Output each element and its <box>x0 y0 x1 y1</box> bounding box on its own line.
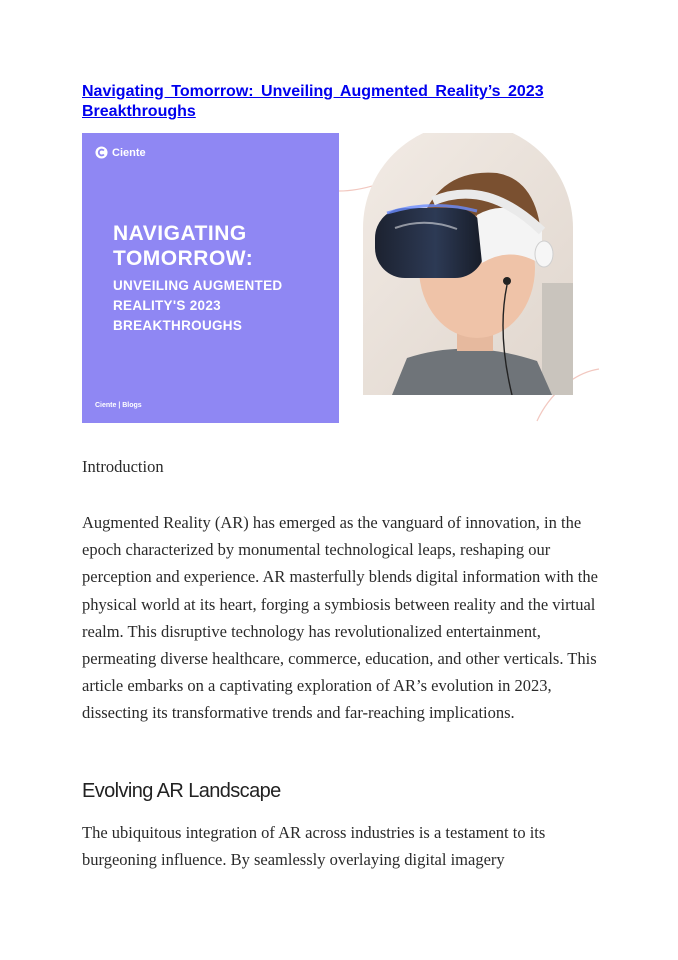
introduction-heading: Introduction <box>82 457 164 476</box>
card-subheadline: UNVEILING AUGMENTED REALITY'S 2023 BREAKTHROUGHS <box>113 278 283 333</box>
card-footer: Ciente | Blogs <box>95 402 142 409</box>
introduction-paragraph: Augmented Reality (AR) has emerged as the vanguard of innovation, in the epoch characterized by monumental technological leaps, reshaping our perception and experience. AR masterfully blends digital information with the physical world at its heart, forging a symbiosis between reality and the virtual realm. This disruptive technology has revolutionalized entertainment, permeating diverse healthcare, commerce, education, and other verticals. This article embarks on a captivating exploration of AR’s evolution in 2023, dissecting its transformative trends and far-reaching implications. <box>82 513 598 723</box>
brand-logo <box>95 146 146 159</box>
vr-headset-photo <box>337 133 602 425</box>
card-headline: NAVIGATING TOMORROW: <box>113 222 254 270</box>
article-title-link[interactable]: Navigating Tomorrow: Unveiling Augmented Reality’s 2023 Breakthroughs <box>82 83 544 120</box>
section-paragraph: The ubiquitous integration of AR across industries is a testament to its burgeoning influence. By seamlessly overlaying digital imagery <box>82 823 546 870</box>
ciente-logo-icon <box>95 146 108 159</box>
brand-name: Ciente <box>112 146 146 159</box>
section-heading: Evolving AR Landscape <box>82 780 281 802</box>
hero-banner <box>82 133 602 425</box>
hero-card <box>82 133 339 423</box>
